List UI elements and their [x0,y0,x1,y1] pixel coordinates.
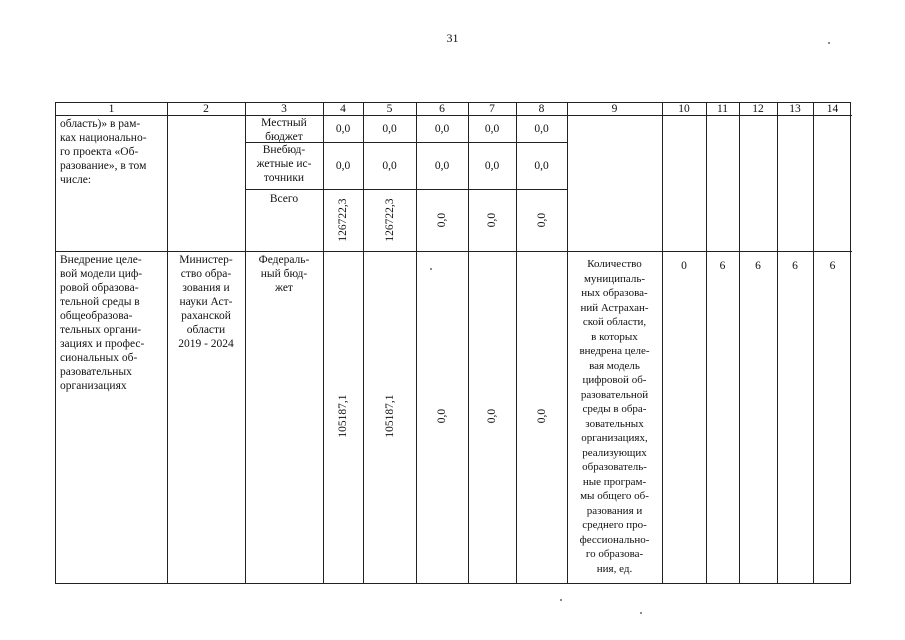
responsible-executor: Министер- ство обра- зования и науки Аст- раханской области 2019 - 2024 [178,254,234,350]
amount-cell: 0,0 [382,122,397,135]
item-description: область)» в рам- ках национально- го проекта «Об- разование», в том числе: [60,118,147,186]
amount-cell: 0,0 [382,159,397,172]
column-divider [777,103,778,583]
target-value: 6 [719,260,726,272]
amount-cell: 0,0 [535,212,548,228]
target-value: 6 [755,260,761,272]
scan-speck [560,599,562,601]
indicator-description: Количество муниципаль- ных образова- ний Астрахан- ской области, в которых внедрена целе- вая модель цифровой об- разовательной среды в обра- зовательных организациях, реализующих образователь- ные програм- мы общего об- разования и среднего про- фессионально- го образова- ния, ед. [579,258,650,575]
column-divider [516,103,517,583]
amount-cell: 0,0 [484,159,500,172]
scan-speck [430,268,432,270]
column-header: 14 [826,103,839,115]
column-divider [468,103,469,583]
scan-speck [640,612,642,614]
page-number: 31 [446,31,459,45]
subrow-rule [245,189,567,190]
amount-cell: 0,0 [535,408,548,424]
amount-cell: 126722,3 [337,198,349,242]
target-value: 6 [792,260,798,272]
column-header: 8 [538,103,545,115]
amount-cell: 0,0 [335,122,351,135]
funding-source: Внебюд- жетные ис- точники [256,144,312,184]
column-divider [363,103,364,583]
column-divider [706,103,707,583]
amount-cell: 0,0 [484,122,500,135]
amount-cell: 126722,3 [383,198,396,242]
column-divider [416,103,417,583]
column-header: 9 [611,103,618,115]
column-header: 4 [340,103,346,115]
amount-cell: 0,0 [434,122,450,135]
amount-cell: 0,0 [534,159,549,172]
column-header: 12 [752,103,764,115]
column-header: 2 [203,103,209,115]
column-header: 3 [281,103,287,115]
column-divider [662,103,663,583]
amount-cell: 0,0 [486,212,498,228]
amount-cell: 0,0 [486,408,498,424]
amount-cell: 0,0 [335,159,351,172]
amount-cell: 105187,1 [383,394,396,438]
item-description: Внедрение целе- вой модели циф- ровой образова- тельной среды в общеобразова- тельных органи- зациях и профес- сиональных об- разовательных организациях [60,254,145,392]
column-divider [323,103,324,583]
row-rule [56,251,852,252]
funding-source: Федераль- ный бюд- жет [258,254,310,294]
column-header: 1 [108,103,115,115]
column-header: 11 [716,103,729,115]
target-value: 6 [829,260,836,272]
column-header: 7 [489,103,495,115]
amount-cell: 0,0 [534,122,549,135]
funding-source: Местный бюджет [261,117,307,143]
column-header: 5 [386,103,393,115]
column-divider [739,103,740,583]
target-value: 0 [681,260,687,272]
column-header: 13 [789,103,801,115]
amount-cell: 0,0 [436,212,448,228]
scan-speck [828,42,830,44]
amount-cell: 0,0 [434,159,450,172]
column-header: 6 [439,103,445,115]
column-header: 10 [678,103,690,115]
funding-source: Всего [269,193,299,205]
amount-cell: 0,0 [436,408,448,424]
amount-cell: 105187,1 [337,394,349,438]
budget-table [55,102,851,584]
column-divider [813,103,814,583]
